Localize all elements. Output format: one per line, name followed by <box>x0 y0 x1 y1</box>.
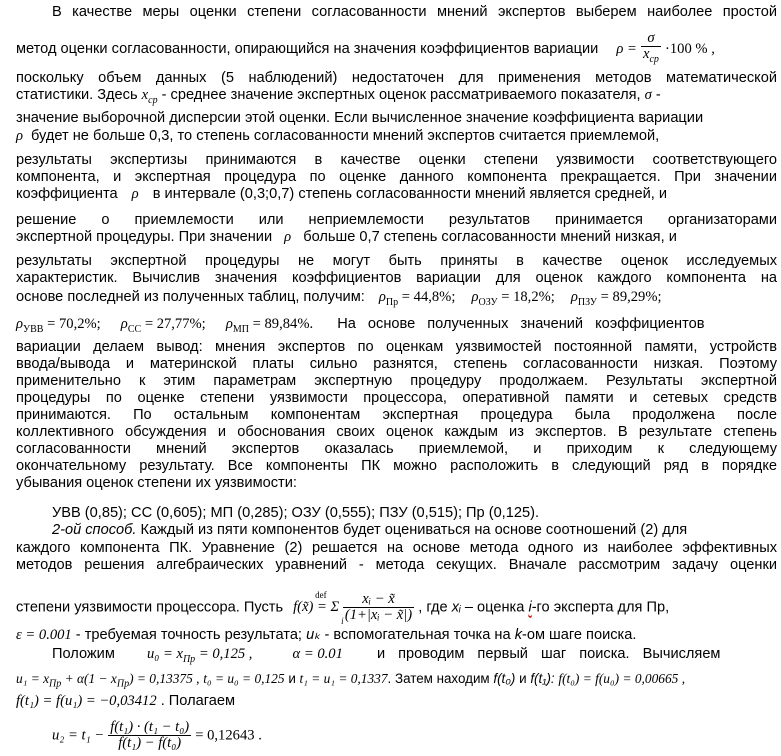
text-span: Каждый из пяти компонентов будет оцениваться на основе соотношений (2) для <box>140 522 688 538</box>
paragraph-line <box>16 590 777 627</box>
paragraph-line <box>16 646 777 668</box>
paragraph-line <box>16 31 777 67</box>
text-span: , где <box>418 599 448 616</box>
rho-ozu: $\rho_{ОЗУ} = 18,2\%$; <box>471 289 555 308</box>
formula-ft0: f(t₀) <box>493 671 516 686</box>
rho-ss: $\rho_{СС} = 27,77\%$; <box>120 316 206 335</box>
formula-ft1: f(t₁): <box>530 671 555 686</box>
paragraph-line <box>16 670 777 693</box>
paragraph-line: результаты экспертной процедуры не могут быть приняты в качестве оценок исследуемых <box>16 253 777 269</box>
paragraph-line <box>16 522 777 539</box>
paragraph-line: поскольку объем данных (5 наблюдений) недостаточен для применения методов математической <box>16 70 777 86</box>
text-span: и проводим первый шаг поиска. Вычисляем <box>376 646 721 662</box>
text-span: -го эксперта для Пр, <box>531 599 670 616</box>
ranking-line: УВВ (0,85); СС (0,605); МП (0,285); ОЗУ (0,555); ПЗУ (0,515); Пр (0,125). <box>52 505 540 521</box>
text-span: и <box>519 671 527 686</box>
paragraph-line <box>16 87 777 109</box>
formula-tail: ·100 % , <box>664 40 715 57</box>
formula-fraction: $\frac{\text{xᵢ − x̃}}{\text{(1+|xᵢ − x̃|)}}$ <box>344 591 413 623</box>
paragraph-line: каждого компонента ПК. Уравнение (2) решается на основе метода одного из наиболее эффективных <box>16 540 777 556</box>
formula-t0: t₀ = u₀ = 0,125 <box>203 671 285 686</box>
rho-pzu: $\rho_{ПЗУ} = 89,29\%$; <box>570 289 662 308</box>
text-span: будет не больше 0,3, то степень согласованности мнений экспертов считается приемлемой, <box>31 128 660 144</box>
rho-uvv: $\rho_{УВВ} = 70,2\%$; <box>16 316 101 335</box>
paragraph-line: решение о приемлемости или неприемлемости результатов принимается организаторами <box>16 212 777 228</box>
paragraph-line: коллективного обсуждения и обоснования своих оценок каждым из экспертов. В результате степень <box>16 424 777 440</box>
formula-u2: u₂ = t₁ − <box>52 727 105 744</box>
text-span: - требуемая точность результата; <box>75 627 302 643</box>
formula-xcp: $x_{ср}$ <box>141 87 158 106</box>
paragraph-line: методов решения алгебраических уравнений - метода секущих. Вначале рассмотрим задачу оценки <box>16 557 777 573</box>
text-span: степени уязвимости процессора. Пусть <box>16 599 284 616</box>
text-span: - среднее значение экспертных оценок рассматриваемого показателя, <box>161 87 641 103</box>
paragraph-line <box>16 693 777 710</box>
text-span: и <box>288 671 296 686</box>
paragraph-line: окончательному результату. Все компоненты ПК можно расположить в следующий ряд в порядке <box>16 458 777 474</box>
paragraph-line <box>16 186 777 203</box>
paragraph-line <box>16 229 777 246</box>
paragraph-line: ввода/вывода и материнской платы сильно разнятся, степень согласованности низкая. Поэтому <box>16 356 777 372</box>
method-heading: 2-ой способ. <box>52 522 137 538</box>
formula-k: k <box>514 627 522 643</box>
formula-ft0-value: f(t₀) = f(u₀) = 0,00665 , <box>558 671 686 686</box>
formula-t1: t₁ = u₁ = 0,1337 <box>299 671 388 686</box>
text-span: экспертной процедуры. При значении <box>16 229 273 245</box>
text-span: коэффициента <box>16 186 118 202</box>
text-span: больше 0,7 степень согласованности мнений низкая, и <box>303 229 677 245</box>
formula-f-def: f(x̃) = Σ def i <box>293 590 344 627</box>
formula-rho: ρ <box>131 186 139 202</box>
paragraph-line: процедуры по оценке степени уязвимости процессора, оперативной памяти и сетевых средств <box>16 390 777 406</box>
paragraph-line: характеристик. Вычислив значения коэффициентов вариации для оценок каждого компонента на <box>16 270 777 286</box>
text-span: Положим <box>52 646 115 662</box>
paragraph-line <box>16 316 777 338</box>
formula-sigma: σ <box>644 87 652 103</box>
formula-u0: $u_0 = x_{Пр} = 0,125$ , <box>146 646 253 665</box>
paragraph-line: согласованности мнений экспертов оказалась приемлемой, и приходим к следующему <box>16 441 777 457</box>
paragraph-line: компонента, и экспертная процедура по оценке данного компонента прекращается. При значении <box>16 169 777 185</box>
text-span: основе последней из полученных таблиц, получим: <box>16 289 365 305</box>
text-span: в интервале (0,3;0,7) степень согласованности мнений является средней, и <box>152 186 667 202</box>
formula-rho: ρ <box>16 128 24 144</box>
text-span: - вспомогательная точка на <box>324 627 511 643</box>
text-span: - <box>655 87 661 103</box>
text-span: -ом шаге поиска. <box>521 627 637 643</box>
formula-ft1-value: f(t₁) = f(u₁) = −0,03412 <box>16 693 157 709</box>
rho-pr: $\rho_{Пр} = 44,8\%$; <box>378 289 456 308</box>
paragraph-line: вариации делаем вывод: мнения экспертов по оценкам уязвимостей постоянной памяти, устройств <box>16 339 777 355</box>
text-span: . Полагаем <box>160 693 235 709</box>
rho-mp: $\rho_{МП} = 89,84\%$. <box>225 316 314 335</box>
text-span: – оценка <box>464 599 525 616</box>
text-span: статистики. Здесь <box>16 87 138 103</box>
paragraph-line: убывания оценок степени их уязвимости: <box>16 475 297 491</box>
paragraph-line <box>16 627 777 644</box>
text-span: На основе полученных значений коэффициентов <box>337 316 705 332</box>
paragraph-line <box>16 128 777 145</box>
formula-fraction: $\frac{\sigma}{x_{ср}}$ <box>642 30 659 65</box>
paragraph-line <box>52 720 777 751</box>
formula-u2-value: = 0,12643 . <box>195 727 262 744</box>
formula-uk: uₖ <box>306 627 321 643</box>
formula-rho: ρ = <box>616 40 637 57</box>
paragraph-line: значение выборочной дисперсии этой оценки. Если вычисленное значение коэффициента вариации <box>16 110 704 126</box>
formula-fraction: $\frac{\text{f(t₁) · (t₁ − t₀)}}{\text{f(t₁) − f(t₀)}}$ <box>110 719 190 751</box>
text-span: . Затем находим <box>387 671 490 686</box>
index-i: i <box>528 599 532 616</box>
paragraph-line: применительно к этим параметрам экспертную процедуру продолжаем. Результаты экспертной <box>16 373 777 389</box>
paragraph-line <box>16 289 777 311</box>
formula-xi: xᵢ <box>451 599 461 616</box>
formula-epsilon: ε = 0.001 <box>16 627 72 643</box>
paragraph-line: принимаются. По остальным компонентам экспертная процедура была продолжена после <box>16 407 777 423</box>
paragraph-line: В качестве меры оценки степени согласованности мнений экспертов выберем наиболее простой <box>52 4 777 20</box>
paragraph-line: результаты экспертизы принимаются в качестве оценки степени уязвимости соответствующего <box>16 152 777 168</box>
text-span: метод оценки согласованности, опирающийся на значения коэффициентов вариации <box>16 40 599 57</box>
formula-alpha: α = 0.01 <box>292 646 343 662</box>
formula-u1: $u_1 = x_{Пр} + \alpha(1 - x_{Пр}) = 0,13375$ , <box>16 671 200 690</box>
formula-rho: ρ <box>284 229 292 245</box>
